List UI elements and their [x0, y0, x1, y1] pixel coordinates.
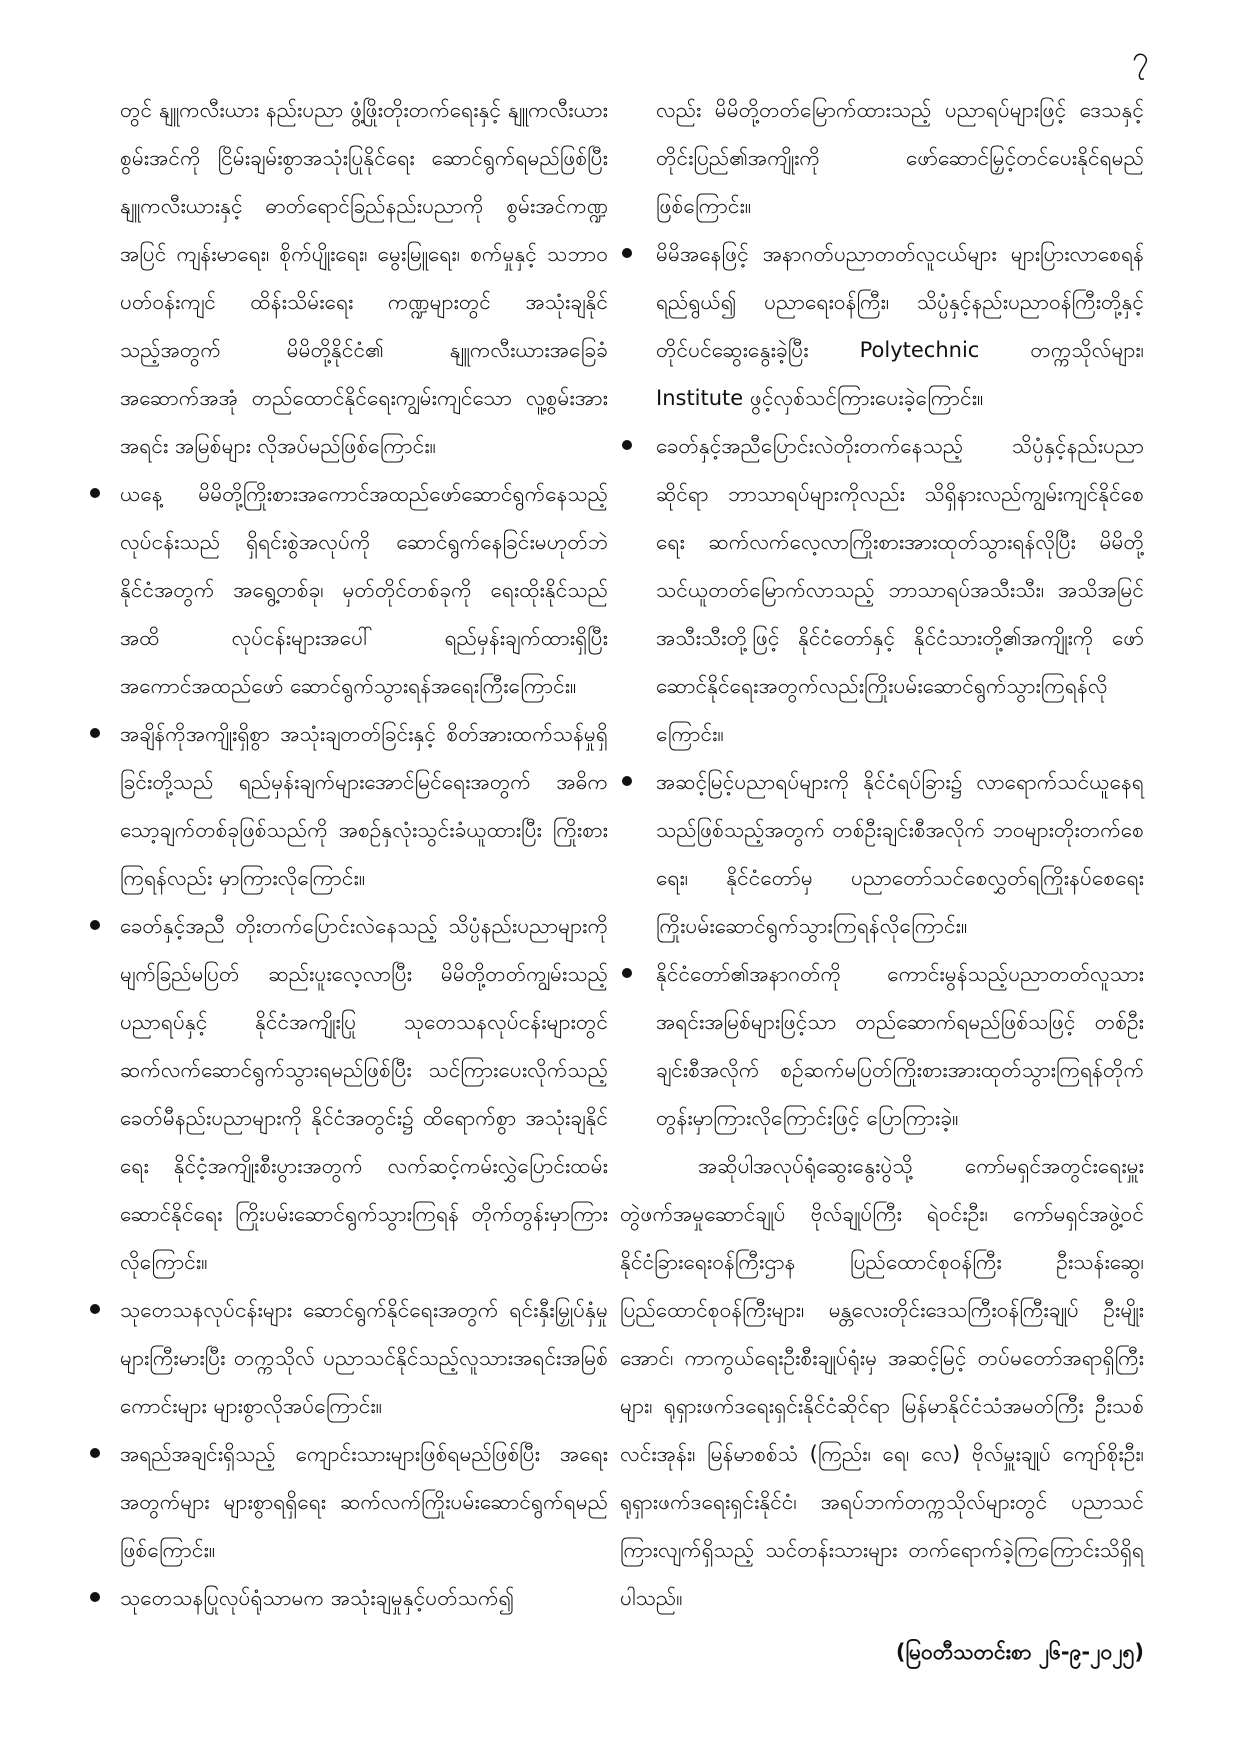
list-item: မိမိအနေဖြင့် အနာဂတ်ပညာတတ်လူငယ်များ များပြားလာစေရန် ရည်ရွယ်၍ ပညာရေးဝန်ကြီး၊ သိပ္ပံနှင့်နည်းပညာဝန်ကြီးတို့နှင့်တိုင်ပင်ဆွေးနွေးခဲ့ပြီး Polytechnic တက္ကသိုလ်များ၊ Institute ဖွင့်လှစ်သင်ကြားပေးခဲ့ကြောင်း။: [656, 230, 1144, 422]
page-number: ၇: [1132, 40, 1149, 75]
left-column: [120, 86, 608, 1622]
list-item: အဆင့်မြင့်ပညာရပ်များကို နိုင်ငံရပ်ခြား၌ လာရောက်သင်ယူနေရသည်ဖြစ်သည့်အတွက် တစ်ဦးချင်းစီအလိုက် ဘဝများတိုးတက်စေရေး၊ နိုင်ငံတော်မှ ပညာတော်သင်စေလွှတ်ရကြိုးနပ်စေရေး ကြိုးပမ်းဆောင်ရွက်သွားကြရန်လိုကြောင်း။: [656, 758, 1144, 950]
intro-paragraph: တွင် နျူကလီးယား နည်းပညာ ဖွံ့ဖြိုးတိုးတက်ရေးနှင့် နျူကလီးယားစွမ်းအင်ကို ငြိမ်းချမ်းစွာအသုံးပြုနိုင်ရေး ဆောင်ရွက်ရမည်ဖြစ်ပြီး နျူကလီးယားနှင့် ဓာတ်ရောင်ခြည်နည်းပညာကို စွမ်းအင်ကဏ္ဍအပြင် ကျန်းမာရေး၊ စိုက်ပျိုးရေး၊ မွေးမြူရေး၊ စက်မှုနှင့် သဘာဝပတ်ဝန်းကျင် ထိန်းသိမ်းရေး ကဏ္ဍများတွင် အသုံးချနိုင်သည့်အတွက် မိမိတို့နိုင်ငံ၏ နျူကလီးယားအခြေခံ အဆောက်အအုံ တည်ထောင်နိုင်ရေးကျွမ်းကျင်သော လူ့စွမ်းအားအရင်း အမြစ်များ လိုအပ်မည်ဖြစ်ကြောင်း။: [120, 98, 608, 458]
source-citation: (မြဝတီသတင်းစာ ၂၆-၉-၂၀၂၅): [895, 1640, 1144, 1664]
right-column: [620, 86, 1144, 1676]
list-item: ယနေ့ မိမိတို့ကြိုးစားအကောင်အထည်ဖော်ဆောင်ရွက်နေသည့်လုပ်ငန်းသည် ရှိရင်းစွဲအလုပ်ကို ဆောင်ရွက်နေခြင်းမဟုတ်ဘဲ နိုင်ငံအတွက် အရွေ့တစ်ခု၊ မှတ်တိုင်တစ်ခုကို ရေးထိုးနိုင်သည်အထိ လုပ်ငန်းများအပေါ် ရည်မှန်းချက်ထားရှိပြီး အကောင်အထည်ဖော် ဆောင်ရွက်သွားရန်အရေးကြီးကြောင်း။: [120, 470, 608, 710]
continuation-paragraph: လည်း မိမိတို့တတ်မြောက်ထားသည့် ပညာရပ်များဖြင့် ဒေသနှင့်တိုင်းပြည်၏အကျိုးကို ဖော်ဆောင်မြှင့်တင်ပေးနိုင်ရမည်ဖြစ်ကြောင်း။: [656, 98, 1144, 218]
list-item: ခေတ်နှင့်အညီ တိုးတက်ပြောင်းလဲနေသည့် သိပ္ပံနည်းပညာများကို မျက်ခြည်မပြတ် ဆည်းပူးလေ့လာပြီး မိမိတို့တတ်ကျွမ်းသည့်ပညာရပ်နှင့် နိုင်ငံအကျိုးပြု သုတေသနလုပ်ငန်းများတွင် ဆက်လက်ဆောင်ရွက်သွားရမည်ဖြစ်ပြီး သင်ကြားပေးလိုက်သည့် ခေတ်မီနည်းပညာများကို နိုင်ငံအတွင်း၌ ထိရောက်စွာ အသုံးချနိုင်ရေး နိုင်ငံ့အကျိုးစီးပွားအတွက် လက်ဆင့်ကမ်းလွှဲပြောင်းထမ်းဆောင်နိုင်ရေး ကြိုးပမ်းဆောင်ရွက်သွားကြရန် တိုက်တွန်းမှာကြားလိုကြောင်း။: [120, 902, 608, 1286]
list-item: သုတေသနပြုလုပ်ရုံသာမက အသုံးချမှုနှင့်ပတ်သက်၍: [120, 1574, 608, 1622]
list-item: ခေတ်နှင့်အညီပြောင်းလဲတိုးတက်နေသည့် သိပ္ပံနှင့်နည်းပညာဆိုင်ရာ ဘာသာရပ်များကိုလည်း သိရှိနားလည်ကျွမ်းကျင်နိုင်စေရေး ဆက်လက်လေ့လာကြိုးစားအားထုတ်သွားရန်လိုပြီး မိမိတို့သင်ယူတတ်မြောက်လာသည့် ဘာသာရပ်အသီးသီး၊ အသိအမြင်အသီးသီးတို့ဖြင့် နိုင်ငံတော်နှင့် နိုင်ငံသားတို့၏အကျိုးကို ဖော်ဆောင်နိုင်ရေးအတွက်လည်းကြိုးပမ်းဆောင်ရွက်သွားကြရန်လိုကြောင်း။: [656, 422, 1144, 758]
list-item: အရည်အချင်းရှိသည့် ကျောင်းသားများဖြစ်ရမည်ဖြစ်ပြီး အရေးအတွက်များ များစွာရရှိရေး ဆက်လက်ကြိုးပမ်းဆောင်ရွက်ရမည်ဖြစ်ကြောင်း။: [120, 1430, 608, 1574]
list-item: နိုင်ငံတော်၏အနာဂတ်ကို ကောင်းမွန်သည့်ပညာတတ်လူသားအရင်းအမြစ်များဖြင့်သာ တည်ဆောက်ရမည်ဖြစ်သဖြင့် တစ်ဦးချင်းစီအလိုက် စဉ်ဆက်မပြတ်ကြိုးစားအားထုတ်သွားကြရန်တိုက်တွန်းမှာကြားလိုကြောင်းဖြင့် ပြောကြားခဲ့။: [656, 950, 1144, 1142]
left-bullet-list: [120, 470, 608, 1622]
closing-paragraph: အဆိုပါအလုပ်ရုံဆွေးနွေးပွဲသို့ ကော်မရှင်အတွင်းရေးမှူး တွဲဖက်အမှုဆောင်ချုပ် ဗိုလ်ချုပ်ကြီး ရဲဝင်းဦး၊ ကော်မရှင်အဖွဲ့ဝင် နိုင်ငံခြားရေးဝန်ကြီးဌာန ပြည်ထောင်စုဝန်ကြီး ဦးသန်းဆွေ၊ ပြည်ထောင်စုဝန်ကြီးများ၊ မန္တလေးတိုင်းဒေသကြီးဝန်ကြီးချုပ် ဦးမျိုးအောင်၊ ကာကွယ်ရေးဦးစီးချုပ်ရုံးမှ အဆင့်မြင့် တပ်မတော်အရာရှိကြီးများ၊ ရုရှားဖက်ဒရေးရှင်းနိုင်ငံဆိုင်ရာ မြန်မာနိုင်ငံသံအမတ်ကြီး ဦးသစ်လင်းအုန်း၊ မြန်မာစစ်သံ (ကြည်း၊ ရေ၊ လေ) ဗိုလ်မှူးချုပ် ကျော်စိုးဦး၊ ရုရှားဖက်ဒရေးရှင်းနိုင်ငံ၊ အရပ်ဘက်တက္ကသိုလ်များတွင် ပညာသင်ကြားလျက်ရှိသည့် သင်တန်းသားများ တက်ရောက်ခဲ့ကြကြောင်းသိရှိရပါသည်။: [620, 1154, 1144, 1610]
list-item: သုတေသနလုပ်ငန်းများ ဆောင်ရွက်နိုင်ရေးအတွက် ရင်းနှီးမြှုပ်နှံမှုများကြီးမားပြီး တက္ကသိုလ် ပညာသင်နိုင်သည့်လူသားအရင်းအမြစ်ကောင်းများ များစွာလိုအပ်ကြောင်း။: [120, 1286, 608, 1430]
list-item: အချိန်ကိုအကျိုးရှိစွာ အသုံးချတတ်ခြင်းနှင့် စိတ်အားထက်သန်မှုရှိခြင်းတို့သည် ရည်မှန်းချက်များအောင်မြင်ရေးအတွက် အဓိကသော့ချက်တစ်ခုဖြစ်သည်ကို အစဉ်နှလုံးသွင်းခံယူထားပြီး ကြိုးစားကြရန်လည်း မှာကြားလိုကြောင်း။: [120, 710, 608, 902]
right-bullet-list: [656, 230, 1144, 1142]
